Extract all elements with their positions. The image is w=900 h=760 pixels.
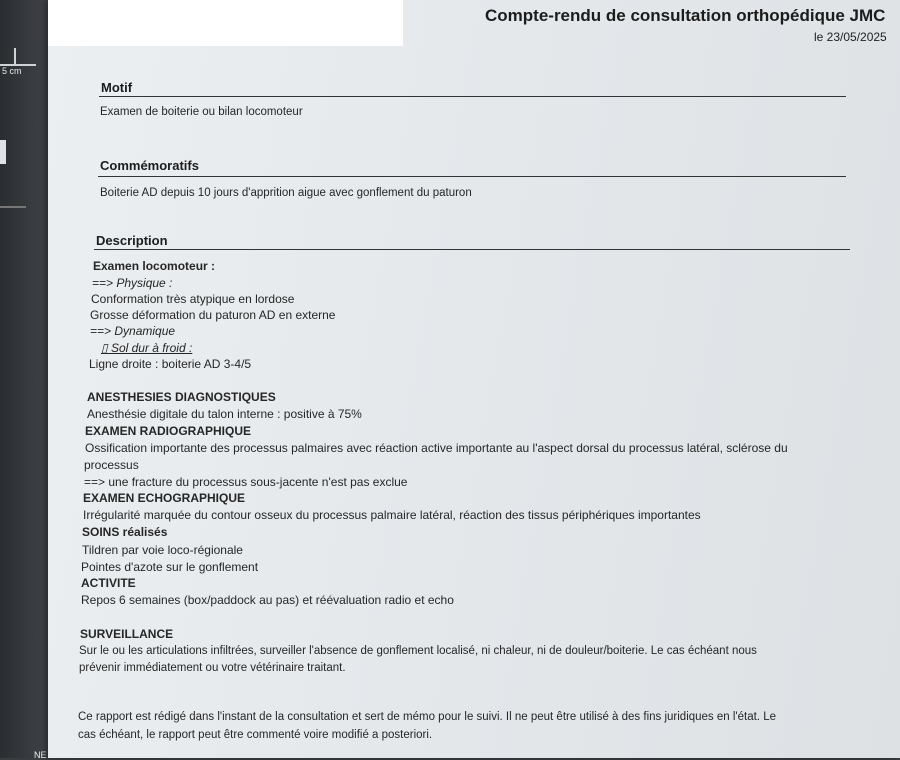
activite-heading: ACTIVITE <box>81 576 136 590</box>
motif-rule <box>99 96 846 97</box>
surveillance-line2: prévenir immédiatement ou votre vétérinaire traitant. <box>79 662 346 674</box>
redacted-area <box>48 0 403 46</box>
soins-heading: SOINS réalisés <box>82 525 168 539</box>
report-page <box>48 0 900 758</box>
commemoratifs-rule <box>98 176 846 177</box>
anesthesies-text: Anesthésie digitale du talon interne : positive à 75% <box>87 407 362 421</box>
deformation-text: Grosse déformation du paturon AD en externe <box>90 308 336 322</box>
description-heading: Description <box>96 233 168 248</box>
report-date: le 23/05/2025 <box>814 30 887 44</box>
dynamique-label: ==> Dynamique <box>90 324 176 338</box>
radio-text-line3: ==> une fracture du processus sous-jacente n'est pas exclue <box>84 475 408 489</box>
physique-label: ==> Physique : <box>92 276 173 290</box>
activite-text: Repos 6 semaines (box/paddock au pas) et réévaluation radio et echo <box>81 593 454 607</box>
surveillance-line1: Sur le ou les articulations infiltrées, surveiller l'absence de gonflement localisé, ni chaleur, ni de douleur/boiterie. Le cas échéant nous <box>79 645 757 657</box>
motif-heading: Motif <box>101 80 133 95</box>
echo-heading: EXAMEN ECHOGRAPHIQUE <box>83 491 246 505</box>
surveillance-heading: SURVEILLANCE <box>80 627 174 641</box>
commemoratifs-text: Boiterie AD depuis 10 jours d'apprition aigue avec gonflement du paturon <box>100 187 472 199</box>
ruler-label: 5 cm <box>2 66 22 76</box>
corner-tag: NE <box>34 750 47 760</box>
sol-dur-label: ▯ Sol dur à froid : <box>101 341 193 355</box>
radio-heading: EXAMEN RADIOGRAPHIQUE <box>85 424 252 438</box>
soins-line2: Pointes d'azote sur le gonflement <box>81 560 259 574</box>
report-title: Compte-rendu de consultation orthopédique JMC <box>485 6 886 25</box>
motif-text: Examen de boiterie ou bilan locomoteur <box>100 106 303 118</box>
commemoratifs-heading: Commémoratifs <box>100 158 199 173</box>
echo-text: Irrégularité marquée du contour osseux du processus palmaire latéral, réaction des tissus périphériques importantes <box>83 508 701 522</box>
ligne-droite-text: Ligne droite : boiterie AD 3-4/5 <box>89 357 252 371</box>
disclaimer-line2: cas échéant, le rapport peut être commenté voire modifié a posteriori. <box>78 729 433 741</box>
exam-loco-label: Examen locomoteur : <box>93 259 216 273</box>
side-strip <box>0 140 6 164</box>
description-rule <box>94 249 850 250</box>
side-divider <box>0 206 26 208</box>
disclaimer-line1: Ce rapport est rédigé dans l'instant de la consultation et sert de mémo pour le suivi. Il ne peut être utilisé à des fins juridiques en l'état. Le <box>78 711 776 723</box>
radio-text-line2: processus <box>84 458 139 472</box>
soins-line1: Tildren par voie loco-régionale <box>82 543 243 557</box>
conformation-text: Conformation très atypique en lordose <box>91 292 295 306</box>
anesthesies-heading: ANESTHESIES DIAGNOSTIQUES <box>87 390 276 404</box>
radio-text-line1: Ossification importante des processus palmaires avec réaction active importante au l'aspect dorsal du processus latéral, sclérose du <box>85 441 788 455</box>
